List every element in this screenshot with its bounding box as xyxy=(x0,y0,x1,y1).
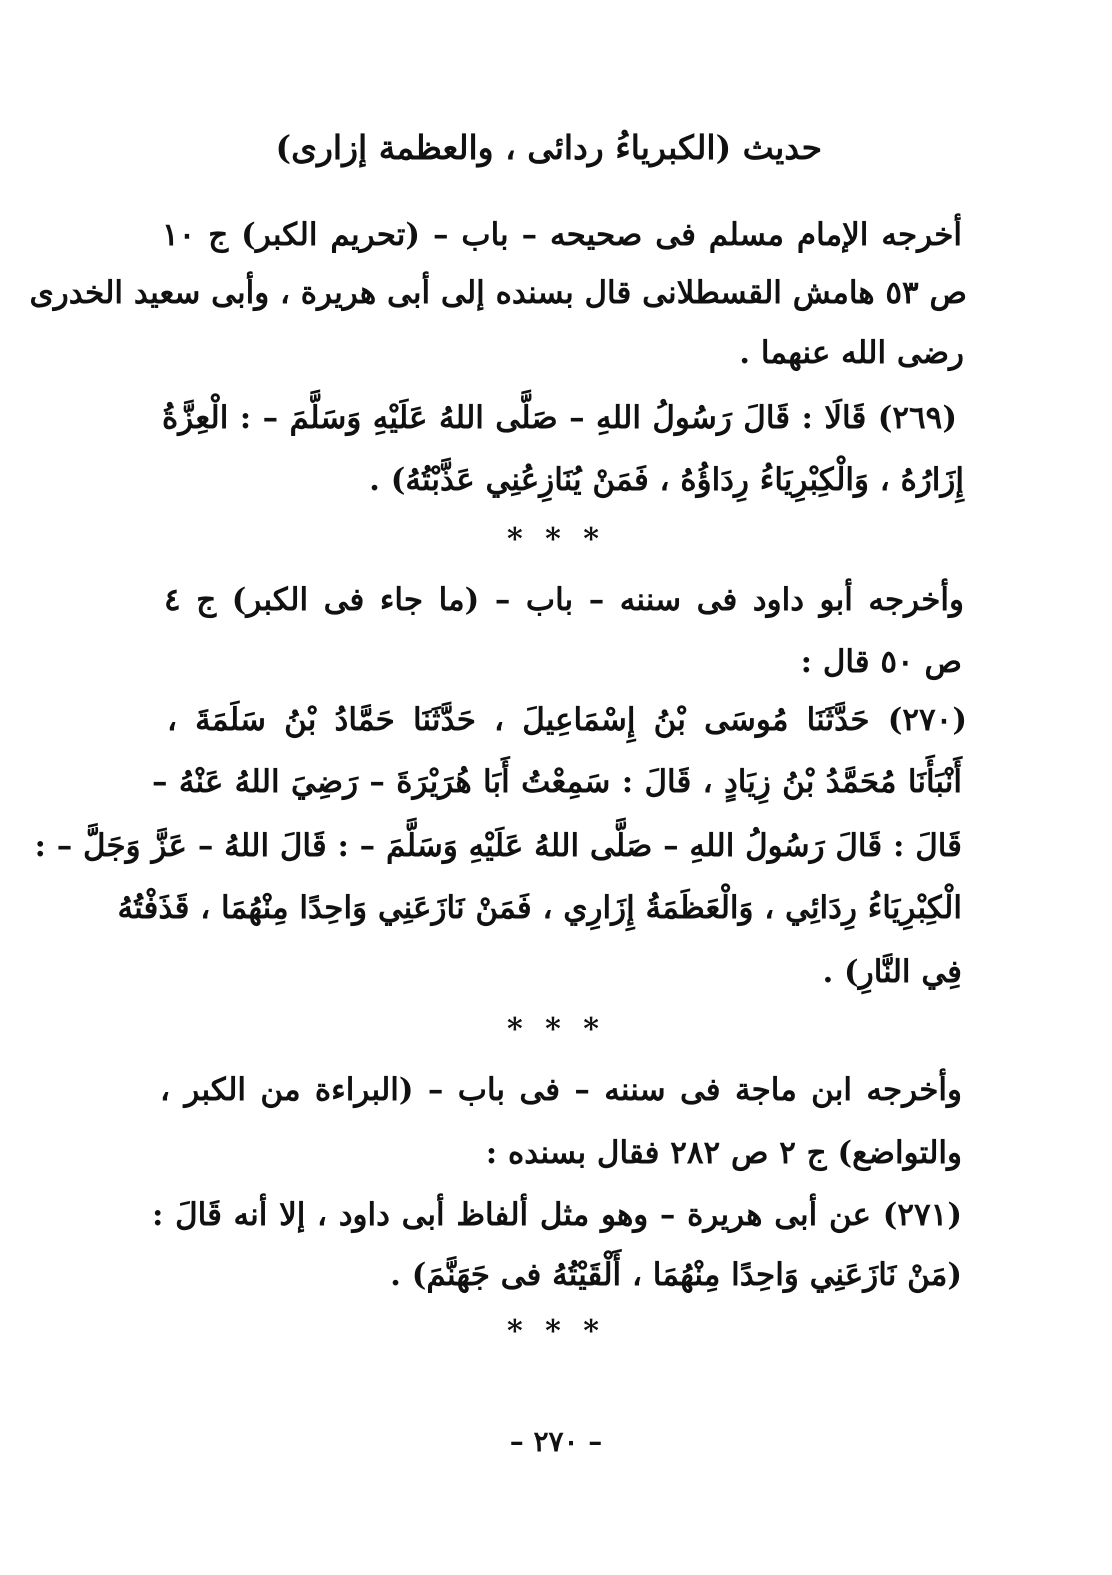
source-line: وأخرجه ابن ماجة فى سننه – فى باب – (البراءة من الكبر ، xyxy=(160,1072,962,1108)
hadith-line: الْكِبْرِيَاءُ رِدَائِي ، وَالْعَظَمَةُ إِزَارِي ، فَمَنْ نَازَعَنِي وَاحِدًا مِنْهُمَا ، قَذَفْتُهُ xyxy=(117,890,962,926)
source-line: ص ٥٣ هامش القسطلانى قال بسنده إلى أبى هريرة ، وأبى سعيد الخدرى xyxy=(29,275,967,311)
section-separator: * * * xyxy=(507,1012,605,1047)
source-line: رضى الله عنهما . xyxy=(739,335,964,371)
hadith-line: (٢٧١) عن أبى هريرة – وهو مثل ألفاظ أبى داود ، إلا أنه قَالَ : xyxy=(152,1197,962,1233)
source-line: أخرجه الإمام مسلم فى صحيحه – باب – (تحريم الكبر) ج ١٠ xyxy=(162,217,962,253)
page-title: حديث (الكبرياءُ ردائى ، والعظمة إزارى) xyxy=(275,128,822,167)
section-separator: * * * xyxy=(507,522,605,557)
source-line: ص ٥٠ قال : xyxy=(800,644,962,680)
hadith-line: (٢٧٠) حَدَّثَنَا مُوسَى بْنُ إِسْمَاعِيلَ ، حَدَّثَنَا حَمَّادُ بْنُ سَلَمَةَ ، xyxy=(167,702,967,738)
hadith-line: (مَنْ نَازَعَنِي وَاحِدًا مِنْهُمَا ، أَلْقَيْتُهُ فى جَهَنَّمَ) . xyxy=(390,1257,962,1293)
source-line: والتواضع) ج ٢ ص ٢٨٢ فقال بسنده : xyxy=(485,1135,962,1171)
section-separator: * * * xyxy=(507,1314,605,1349)
source-line: وأخرجه أبو داود فى سننه – باب – (ما جاء فى الكبر) ج ٤ xyxy=(164,582,964,618)
hadith-line: إِزَارُهُ ، وَالْكِبْرِيَاءُ رِدَاؤُهُ ، فَمَنْ يُنَازِعُنِي عَذَّبْتُهُ) . xyxy=(369,462,964,498)
page-number: – ٢٧٠ – xyxy=(509,1425,603,1458)
hadith-line: (٢٦٩) قَالَا : قَالَ رَسُولُ اللهِ – صَلَّى اللهُ عَلَيْهِ وَسَلَّمَ – : الْعِزَّةُ xyxy=(162,400,957,436)
hadith-line: أَنْبَأَنَا مُحَمَّدُ بْنُ زِيَادٍ ، قَالَ : سَمِعْتُ أَبَا هُرَيْرَةَ – رَضِيَ اللهُ عَنْهُ – xyxy=(152,764,962,800)
hadith-line: فِي النَّارِ) . xyxy=(822,954,962,990)
hadith-line: قَالَ : قَالَ رَسُولُ اللهِ – صَلَّى اللهُ عَلَيْهِ وَسَلَّمَ – : قَالَ اللهُ – عَزَّ وَجَلَّ – : xyxy=(34,828,962,864)
